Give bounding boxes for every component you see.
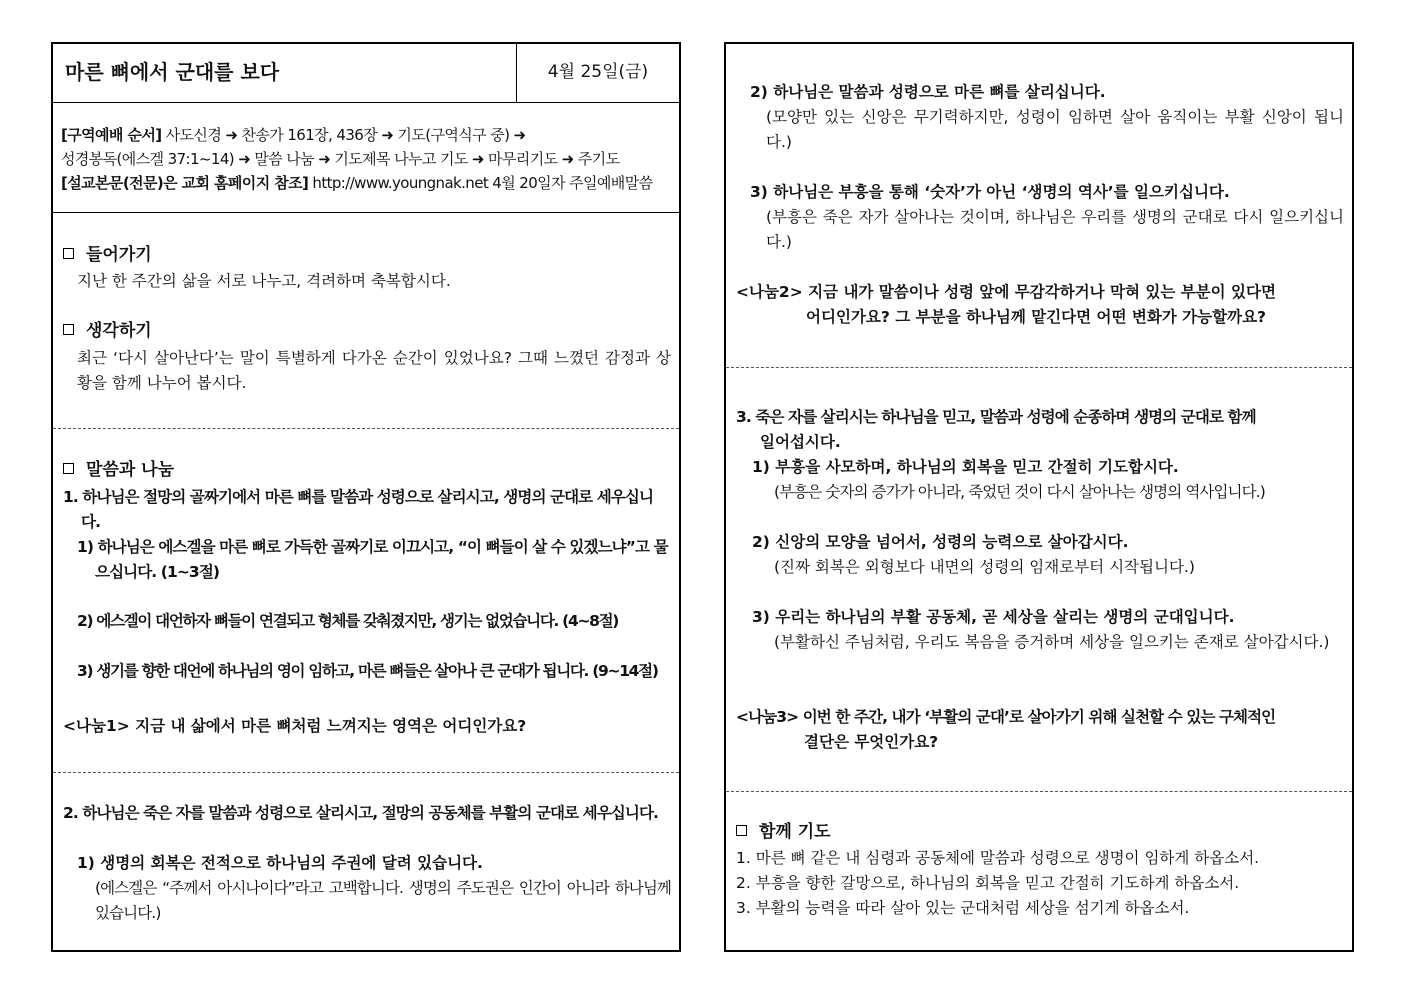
point-2-sub-1: 1) 생명의 회복은 전적으로 하나님의 주권에 달려 있습니다. xyxy=(77,854,483,872)
point-2-sub-1-note: (에스겔은 “주께서 아시나이다”라고 고백합니다. 생명의 주도권은 인간이 아니라 하나님께 있습니다.) xyxy=(95,879,671,922)
point-3-sub-1-note: (부흥은 숫자의 증가가 아니라, 죽었던 것이 다시 살아나는 생명의 역사입니다.) xyxy=(774,483,1265,501)
point-2-sub-3: 3) 하나님은 부흥을 통해 ‘숫자’가 아닌 ‘생명의 역사’를 일으키십니다. xyxy=(750,183,1230,201)
prayer-2: 2. 부흥을 향한 갈망으로, 하나님의 회복을 믿고 간절히 기도하게 하옵소서. xyxy=(736,874,1240,892)
share-2-text-1: 지금 내가 말씀이나 성령 앞에 무감각하거나 막혀 있는 부분이 있다면 xyxy=(802,283,1276,301)
point-2-sub-2-note: (모양만 있는 신앙은 무기력하지만, 성령이 임하면 살아 움직이는 부활 신앙이 됩니다.) xyxy=(766,108,1344,151)
point-1-sub-1: 1) 하나님은 에스겔을 마른 뼈로 가득한 골짜기로 이끄시고, “이 뼈들이 살 수 있겠느냐”고 물으십니다. (1~3절) xyxy=(77,538,668,581)
point-2-continued-section xyxy=(726,44,1352,368)
point-1: 1. 하나님은 절망의 골짜기에서 마른 뼈를 말씀과 성령으로 살리시고, 생명의 군대로 세우십니다. xyxy=(63,488,654,531)
prayer-section xyxy=(726,792,1352,942)
sermon-label: [설교본문(전문)은 교회 홈페이지 참조] xyxy=(61,174,309,192)
word-heading-text: 말씀과 나눔 xyxy=(86,460,175,480)
intro-section xyxy=(53,213,679,429)
think-text: 최근 ‘다시 살아난다’는 말이 특별하게 다가온 순간이 있었나요? 그때 느꼈던 감정과 상황을 함께 나누어 봅시다. xyxy=(77,349,671,392)
sermon-line xyxy=(61,171,671,195)
intro-heading xyxy=(63,243,671,268)
checkbox-square-icon xyxy=(63,324,74,335)
word-section xyxy=(53,429,679,773)
prayer-3: 3. 부활의 능력을 따라 살아 있는 군대처럼 세상을 섬기게 하옵소서. xyxy=(736,899,1190,917)
left-page xyxy=(51,42,681,952)
intro-text: 지난 한 주간의 삶을 서로 나누고, 격려하며 축복합시다. xyxy=(77,272,451,290)
order-text-1: 사도신경 ➜ 찬송가 161장, 436장 ➜ 기도(구역식구 중) ➜ xyxy=(161,126,526,144)
word-heading xyxy=(63,458,671,483)
prayer-heading-text: 함께 기도 xyxy=(759,822,831,842)
intro-heading-text: 들어가기 xyxy=(86,245,152,265)
share-3-label: <나눔3> xyxy=(736,708,799,726)
checkbox-square-icon xyxy=(63,463,74,474)
point-3-sub-3-note: (부활하신 주님처럼, 우리도 복음을 증거하며 세상을 일으키는 존재로 살아갑시다.) xyxy=(774,633,1330,651)
order-line-1 xyxy=(61,123,671,147)
checkbox-square-icon xyxy=(63,248,74,259)
point-3-line-2: 일어섭시다. xyxy=(760,433,841,451)
point-2-sub-2: 2) 하나님은 말씀과 성령으로 마른 뼈를 살리십니다. xyxy=(750,83,1106,101)
point-3-sub-3: 3) 우리는 하나님의 부활 공동체, 곧 세상을 살리는 생명의 군대입니다. xyxy=(752,608,1235,626)
worship-order-box xyxy=(53,103,679,213)
right-page xyxy=(724,42,1354,952)
share-2-label: <나눔2> xyxy=(736,283,803,301)
point-1-sub-2: 2) 에스겔이 대언하자 뼈들이 연결되고 형체를 갖춰졌지만, 생기는 없었습니다. (4~8절) xyxy=(77,612,619,630)
share-1: <나눔1> 지금 내 삶에서 마른 뼈처럼 느껴지는 영역은 어디인가요? xyxy=(63,717,527,735)
prayer-heading xyxy=(736,820,1344,845)
think-heading-text: 생각하기 xyxy=(86,321,152,341)
point-2: 2. 하나님은 죽은 자를 말씀과 성령으로 살리시고, 절망의 공동체를 부활의 군대로 세우십니다. xyxy=(63,804,659,822)
checkbox-square-icon xyxy=(736,825,747,836)
point-3-line-1: 3. 죽은 자를 살리시는 하나님을 믿고, 말씀과 성령에 순종하며 생명의 군대로 함께 xyxy=(736,408,1256,426)
share-2-line-1 xyxy=(736,280,1344,305)
point-2-sub-3-note: (부흥은 죽은 자가 살아나는 것이며, 하나님은 우리를 생명의 군대로 다시 일으키십니다.) xyxy=(766,208,1344,251)
page-title: 마른 뼈에서 군대를 보다 xyxy=(65,60,280,84)
sermon-text: http://www.youngnak.net 4월 20일자 주일예배말씀 xyxy=(308,174,653,192)
share-3-text-1: 이번 한 주간, 내가 ‘부활의 군대’로 살아가기 위해 실천할 수 있는 구체적인 xyxy=(798,708,1276,726)
header-row xyxy=(53,44,679,103)
point-3-sub-2-note: (진짜 회복은 외형보다 내면의 성령의 임재로부터 시작됩니다.) xyxy=(774,558,1195,576)
point-2-section xyxy=(53,773,679,952)
point-3-sub-1: 1) 부흥을 사모하며, 하나님의 회복을 믿고 간절히 기도합시다. xyxy=(752,458,1179,476)
share-3-line-2: 결단은 무엇인가요? xyxy=(804,733,939,751)
point-3-section xyxy=(726,368,1352,792)
share-2-line-2: 어디인가요? 그 부분을 하나님께 맡긴다면 어떤 변화가 가능할까요? xyxy=(806,308,1267,326)
think-heading xyxy=(63,319,671,344)
share-3-line-1 xyxy=(736,705,1344,730)
order-label: [구역예배 순서] xyxy=(61,126,162,144)
date-cell: 4월 25일(금) xyxy=(516,44,679,102)
point-3-sub-2: 2) 신앙의 모양을 넘어서, 성령의 능력으로 살아갑시다. xyxy=(752,533,1129,551)
order-line-2: 성경봉독(에스겔 37:1~14) ➜ 말씀 나눔 ➜ 기도제목 나누고 기도 ➜ 마무리기도 ➜ 주기도 xyxy=(61,150,620,168)
prayer-1: 1. 마른 뼈 같은 내 심령과 공동체에 말씀과 성령으로 생명이 임하게 하옵소서. xyxy=(736,849,1260,867)
point-1-sub-3: 3) 생기를 향한 대언에 하나님의 영이 임하고, 마른 뼈들은 살아나 큰 군대가 됩니다. (9~14절) xyxy=(77,662,658,680)
